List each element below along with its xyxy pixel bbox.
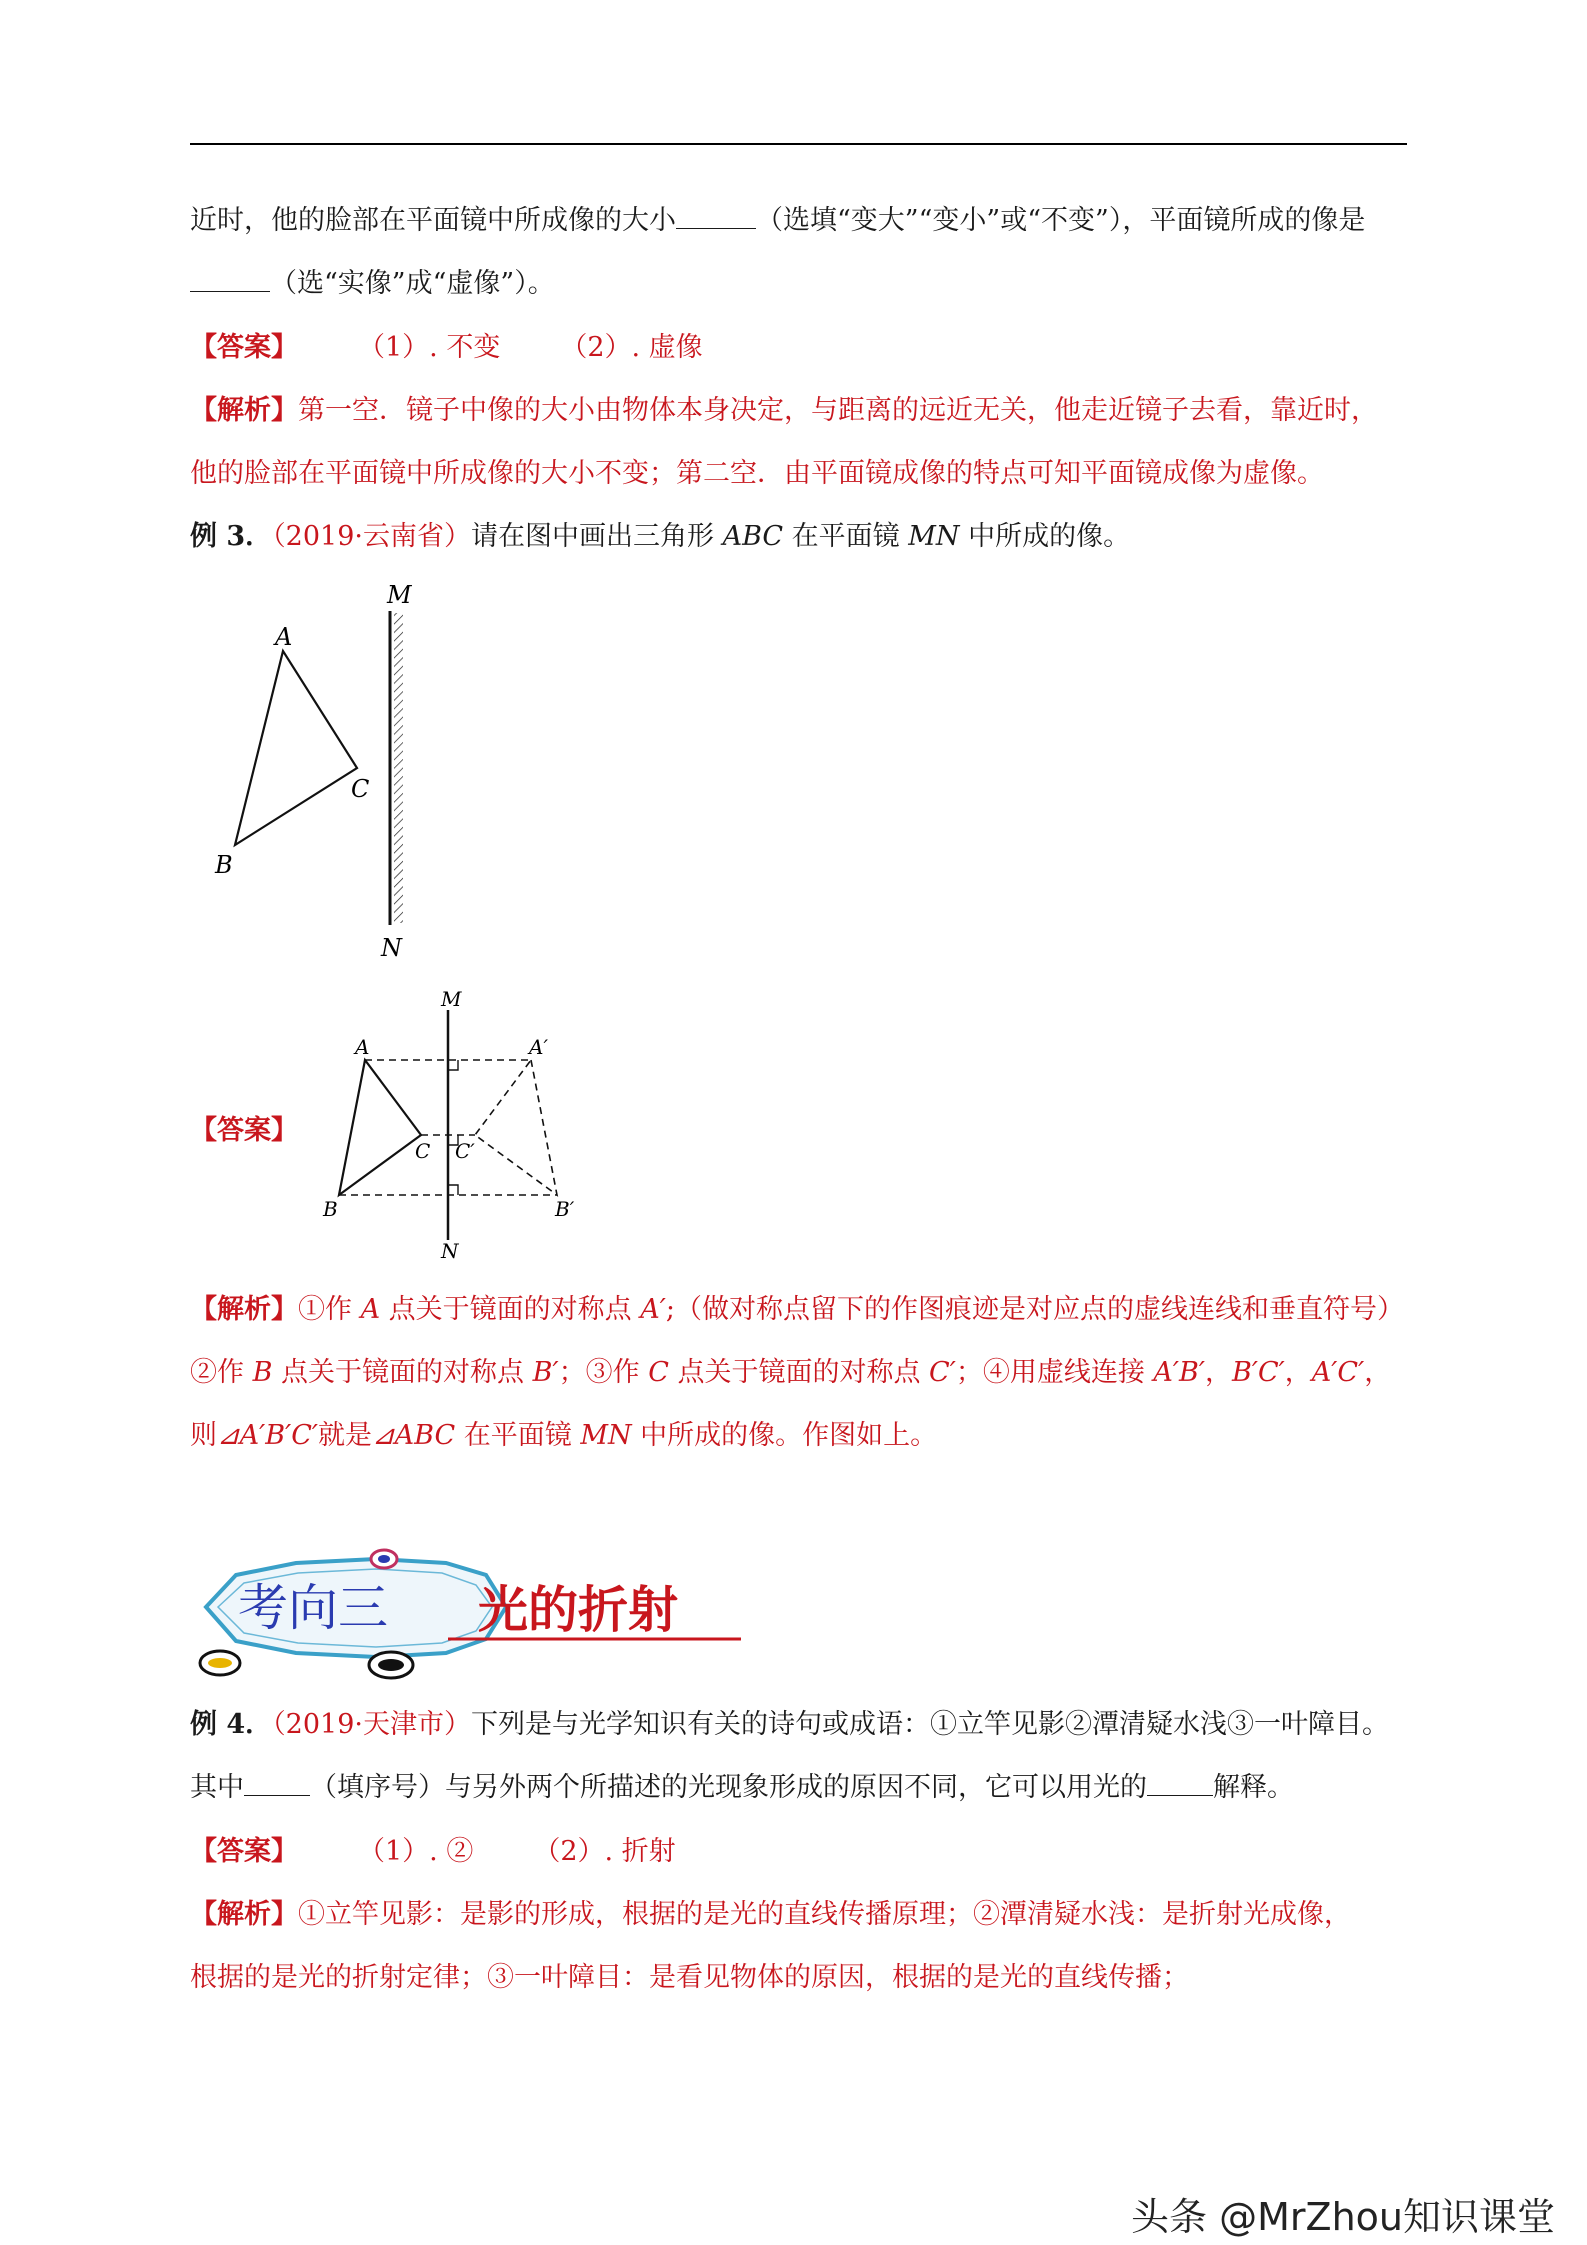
analysis-text: ；③作	[558, 1357, 649, 1388]
analysis-text: ，	[1205, 1357, 1233, 1388]
analysis-text: 点关于镜面的对称点	[380, 1294, 641, 1325]
example-3-question	[190, 517, 1130, 557]
answer-label: 【答案】	[190, 332, 298, 363]
answer-blank	[244, 1769, 310, 1796]
example-3-analysis-1	[190, 1290, 1404, 1330]
mirror-hatching	[394, 613, 403, 923]
ring-icon	[378, 1555, 390, 1563]
analysis-text: ，	[1284, 1357, 1312, 1388]
example-4-question-2	[190, 1768, 1294, 1808]
example-3-analysis-3	[190, 1416, 937, 1456]
ring-icon	[378, 1659, 404, 1671]
example-3-analysis-2	[190, 1353, 1391, 1393]
triangle-abc	[339, 1060, 421, 1195]
segment: B′C′	[1232, 1357, 1285, 1388]
label-n: N	[381, 934, 402, 962]
analysis-label: 【解析】	[190, 395, 298, 426]
label-m: M	[387, 581, 412, 609]
analysis-text: 就是	[318, 1420, 373, 1451]
segment: A′B′	[1153, 1357, 1206, 1388]
analysis-text: 根据的是光的折射定律；③一叶障目：是看见物体的原因，根据的是光的直线传播；	[190, 1962, 1189, 1993]
triangle-image-name: ⊿A′B′C′	[217, 1420, 319, 1451]
label-b: B	[215, 851, 233, 879]
label-c-prime: C′	[455, 1139, 475, 1163]
answer-blank	[190, 265, 270, 292]
label-c: C	[351, 775, 370, 803]
answer-blank	[676, 202, 756, 229]
analysis-text: ，	[1364, 1357, 1392, 1388]
mirror-name: MN	[908, 521, 960, 552]
triangle-name: ABC	[722, 521, 784, 552]
section-badge: 考向三	[238, 1579, 388, 1637]
point-a-prime: A′	[640, 1294, 666, 1325]
triangle-abc	[235, 651, 357, 845]
analysis-label: 【解析】	[190, 1899, 298, 1930]
question-text: （选填“变大”“变小”或“不变”），平面镜所成的像是	[756, 205, 1366, 236]
segment: A′C′	[1311, 1357, 1365, 1388]
label-b: B	[323, 1197, 338, 1221]
analysis-text: ①立竿见影：是影的形成，根据的是光的直线传播原理；②潭清疑水浅：是折射光成像，	[298, 1899, 1351, 1930]
question-text: 请在图中画出三角形	[470, 521, 723, 552]
section-banner	[186, 1545, 746, 1690]
analysis-text: 在平面镜	[455, 1420, 581, 1451]
example-source: （2019·云南省）	[272, 521, 471, 552]
example-label: 例 4．	[190, 1709, 273, 1740]
answer-label: 【答案】	[190, 1836, 298, 1867]
answer-value: （2）. 虚像	[560, 332, 703, 363]
perp-mark-a	[448, 1060, 458, 1070]
label-b-prime: B′	[555, 1197, 575, 1221]
example-3-answer-line	[190, 1111, 298, 1151]
analysis-text: ①作	[298, 1294, 361, 1325]
analysis-text: ;（做对称点留下的作图痕迹是对应点的虚线连线和垂直符号）	[665, 1294, 1405, 1325]
analysis-text: 点关于镜面的对称点	[272, 1357, 533, 1388]
question-text: 中所成的像。	[959, 521, 1131, 552]
triangle-name: ⊿ABC	[372, 1420, 456, 1451]
analysis-text: 点关于镜面的对称点	[668, 1357, 930, 1388]
question-text: 下列是与光学知识有关的诗句或成语：①立竿见影②潭清疑水浅③一叶障目。	[470, 1709, 1389, 1740]
question-text: 解释。	[1213, 1772, 1294, 1803]
analysis-text: ；④用虚线连接	[955, 1357, 1154, 1388]
header-rule	[190, 143, 1407, 145]
analysis-line-2	[190, 454, 1324, 494]
point-c: C	[648, 1357, 669, 1388]
label-m: M	[441, 990, 462, 1011]
answer-value: （1）. ②	[358, 1836, 474, 1867]
answer-blank	[1147, 1769, 1213, 1796]
triangle-mirror-figure	[205, 575, 465, 970]
question-text: （选“实像”成“虚像”）。	[270, 268, 555, 299]
analysis-text: 第一空．镜子中像的大小由物体本身决定，与距离的远近无关，他走近镜子去看，靠近时，	[298, 395, 1378, 426]
answer-figure	[315, 990, 615, 1260]
analysis-text: 中所成的像。作图如上。	[631, 1420, 938, 1451]
section-title: 光的折射	[478, 1581, 678, 1639]
analysis-text: ②作	[190, 1357, 253, 1388]
question-text: （填序号）与另外两个所描述的光现象形成的原因不同，它可以用光的	[310, 1772, 1147, 1803]
question-line-1	[190, 201, 1365, 241]
label-n: N	[441, 1239, 459, 1260]
label-a: A	[275, 623, 293, 651]
label-a: A	[355, 1035, 370, 1059]
point-b: B	[252, 1357, 273, 1388]
analysis-text: 他的脸部在平面镜中所成像的大小不变；第二空．由平面镜成像的特点可知平面镜成像为虚像。	[190, 458, 1324, 489]
label-c: C	[415, 1139, 431, 1163]
watermark: 头条 @MrZhou知识课堂	[1123, 2182, 1563, 2245]
analysis-label: 【解析】	[190, 1294, 298, 1325]
label-a-prime: A′	[529, 1035, 548, 1059]
example-4-analysis-1	[190, 1895, 1351, 1935]
question-text: 近时，他的脸部在平面镜中所成像的大小	[190, 205, 676, 236]
example-4-answer	[190, 1832, 676, 1872]
answer-value: （1）. 不变	[358, 332, 501, 363]
example-4-question-1	[190, 1705, 1389, 1745]
mirror-name: MN	[580, 1420, 632, 1451]
point-c-prime: C′	[929, 1357, 956, 1388]
analysis-line-1	[190, 391, 1378, 431]
triangle-image	[475, 1060, 557, 1195]
point-a: A	[360, 1294, 381, 1325]
question-text: 在平面镜	[783, 521, 909, 552]
example-source: （2019·天津市）	[272, 1709, 471, 1740]
point-b-prime: B′	[532, 1357, 559, 1388]
example-label: 例 3．	[190, 521, 273, 552]
answer-value: （2）. 折射	[533, 1836, 676, 1867]
analysis-text: 则	[190, 1420, 217, 1451]
answer-label: 【答案】	[190, 1115, 298, 1146]
question-text: 其中	[190, 1772, 244, 1803]
perp-mark-b	[448, 1185, 458, 1195]
answer-line	[190, 328, 703, 368]
question-line-2	[190, 264, 555, 304]
ring-icon	[208, 1658, 232, 1668]
example-4-analysis-2	[190, 1958, 1189, 1998]
